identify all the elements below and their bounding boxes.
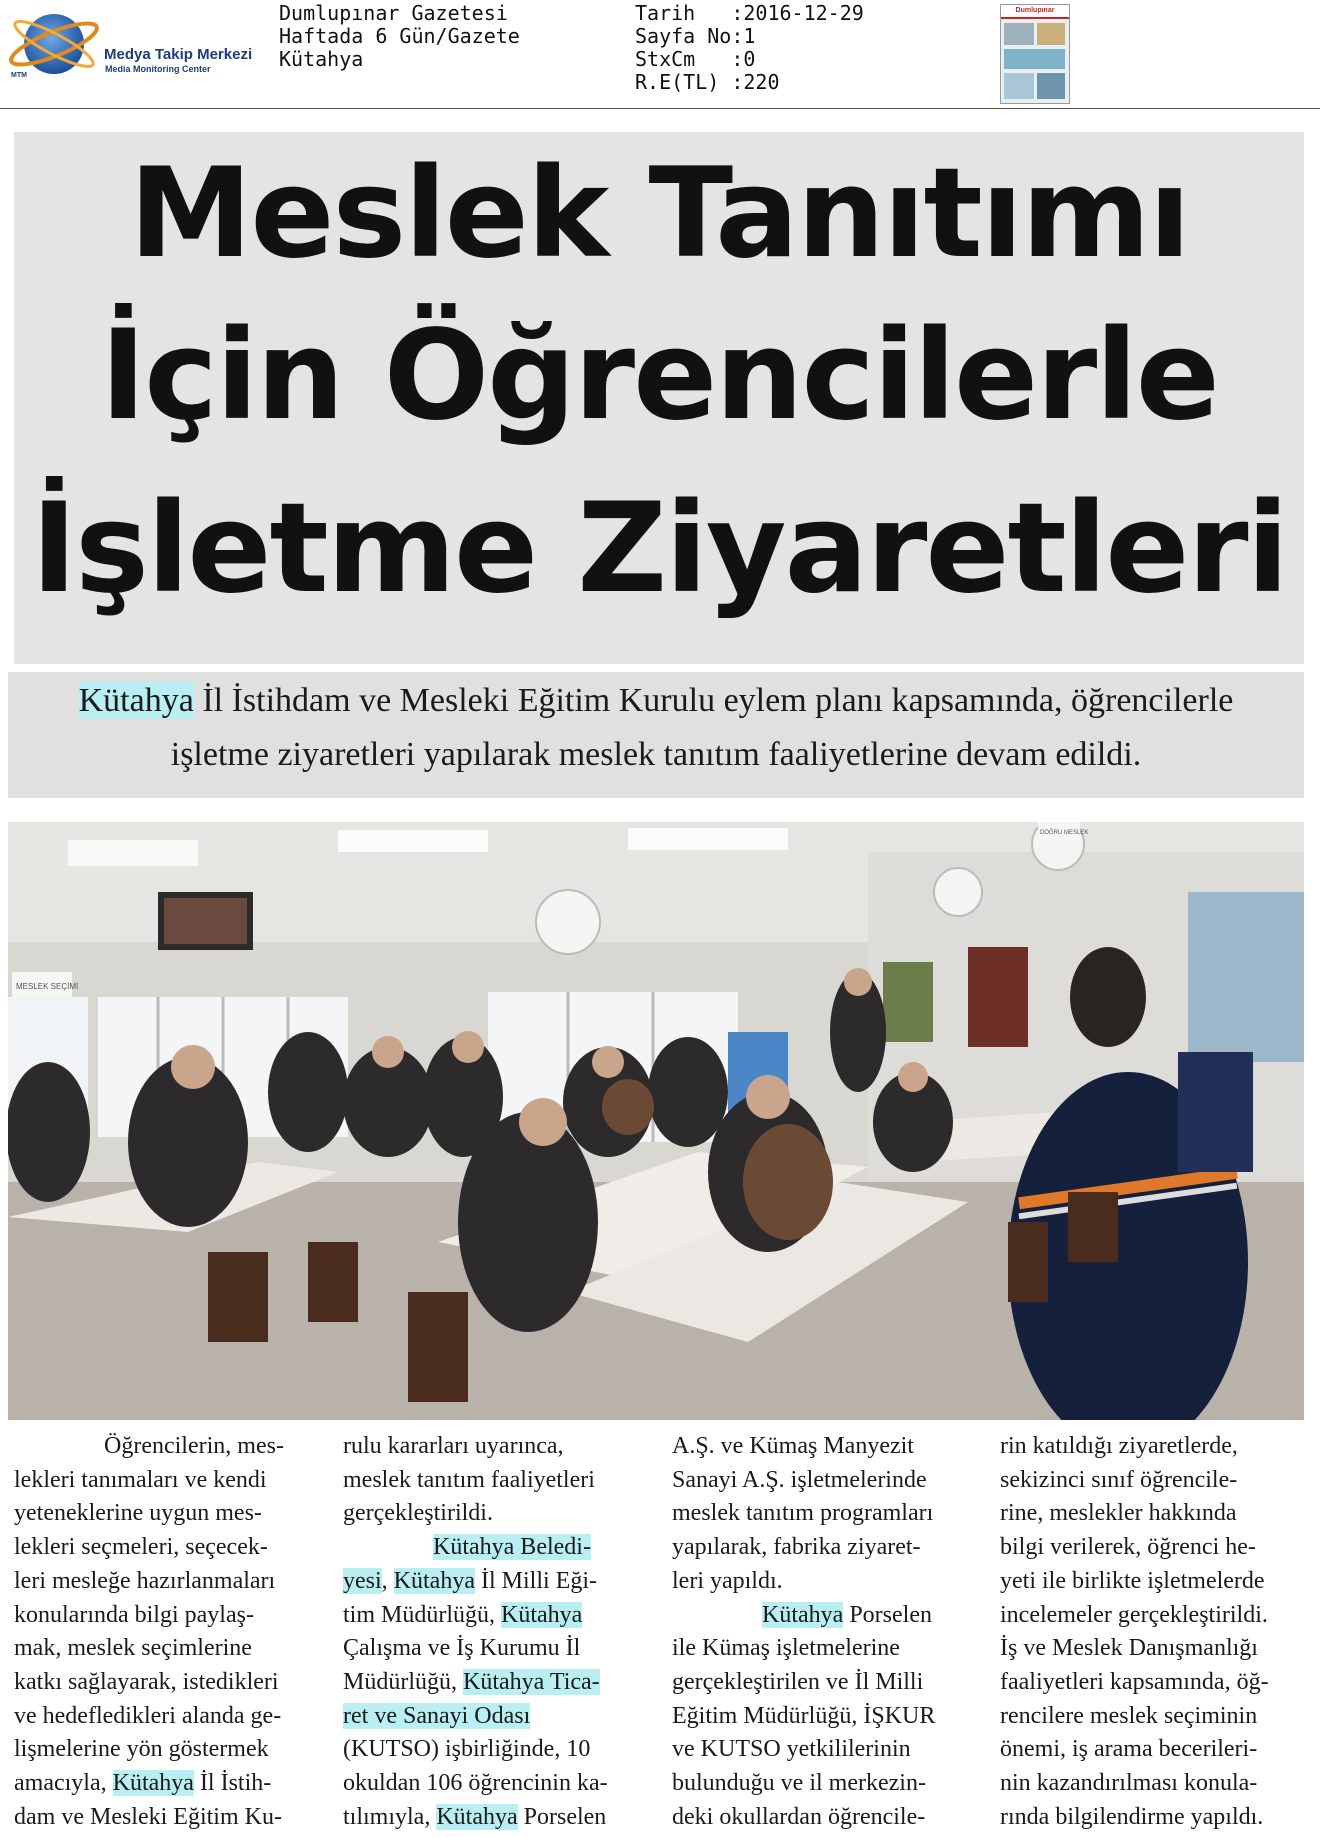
text-fragment: tılımıyla, xyxy=(343,1803,437,1830)
text-fragment: Porselen xyxy=(517,1803,607,1830)
keyword-highlight: yesi xyxy=(343,1567,382,1594)
lead-box xyxy=(8,672,1304,798)
text-line: deki okullardan öğrencile- xyxy=(672,1803,926,1830)
text-line: nin kazandırılması konula- xyxy=(1000,1770,1258,1797)
text-line xyxy=(343,1666,653,1700)
field-ad-value xyxy=(635,71,864,94)
text-line: Öğrencilerin, mes- xyxy=(104,1433,284,1459)
logo-mark: MTM xyxy=(11,72,27,79)
text-line xyxy=(343,1531,653,1565)
text-fragment: İl Milli Eği- xyxy=(474,1567,597,1594)
publication-city: Kütahya xyxy=(279,47,364,71)
text-line: rine, meslekler hakkında xyxy=(1000,1500,1237,1527)
clipping-fields xyxy=(635,2,864,94)
poster xyxy=(1188,892,1304,1062)
text-line: okuldan 106 öğrencinin ka- xyxy=(343,1770,608,1797)
keyword-highlight: Kütahya xyxy=(436,1803,518,1830)
headline-line-2: İçin Öğrencilerle xyxy=(100,304,1218,448)
headline-box xyxy=(14,132,1304,664)
text-line xyxy=(672,1599,982,1633)
text-line xyxy=(14,1767,324,1801)
article-photo xyxy=(8,822,1304,1420)
article-column-2 xyxy=(343,1430,653,1834)
text-line: konularında bilgi paylaş- xyxy=(14,1601,254,1628)
text-line: leri yapıldı. xyxy=(672,1567,783,1594)
jacket-print xyxy=(1178,1052,1253,1172)
headline-line-3: İşletme Ziyaretleri xyxy=(30,477,1287,621)
text-line: sekizinci sınıf öğrencile- xyxy=(1000,1466,1238,1493)
thumbnail-masthead: Dumlupınar xyxy=(1001,5,1069,19)
text-line xyxy=(343,1801,653,1835)
text-line: bulunduğu ve il merkezin- xyxy=(672,1770,926,1797)
keyword-highlight: Kütahya Beledi- xyxy=(433,1534,591,1561)
field-label: StxCm xyxy=(635,47,732,71)
text-line xyxy=(343,1700,653,1734)
text-line: katkı sağlayarak, istedikleri xyxy=(14,1668,279,1695)
ceiling-light xyxy=(338,830,488,852)
text-fragment: Porselen xyxy=(843,1601,932,1628)
text-fragment: İl İstih- xyxy=(193,1770,272,1797)
text-line: yeti ile birlikte işletmelerde xyxy=(1000,1567,1265,1594)
keyword-highlight: ret ve Sanayi Odası xyxy=(343,1702,531,1729)
headline-line-1: Meslek Tanıtımı xyxy=(128,142,1190,286)
wall-note-text: MESLEK SEÇİMİ xyxy=(16,982,79,991)
lead-line-1 xyxy=(8,682,1304,720)
text-line: ve hedefledikleri alanda ge- xyxy=(14,1702,282,1729)
text-line: (KUTSO) işbirliğinde, 10 xyxy=(343,1736,591,1763)
text-fragment: Müdürlüğü, xyxy=(343,1668,463,1695)
text-line: leri mesleğe hazırlanmaları xyxy=(14,1567,276,1594)
field-value: :1 xyxy=(731,24,756,48)
text-line: önemi, iş arama becerileri- xyxy=(1000,1736,1258,1763)
text-line: ile Kümaş işletmelerine xyxy=(672,1635,900,1662)
text-line: rulu kararları uyarınca, xyxy=(343,1433,564,1459)
text-fragment: amacıyla, xyxy=(14,1770,113,1797)
keyword-highlight: Kütahya xyxy=(393,1567,475,1594)
text-line: lekleri seçmeleri, seçecek- xyxy=(14,1534,268,1561)
mtm-logo xyxy=(4,6,274,86)
field-value: :2016-12-29 xyxy=(731,1,864,25)
poster xyxy=(968,947,1028,1047)
wall-sign xyxy=(536,890,600,954)
lead-line-2: işletme ziyaretleri yapılarak meslek tanıtım faaliyetlerine devam edildi. xyxy=(170,736,1142,773)
logo-title: Medya Takip Merkezi xyxy=(104,46,253,63)
text-line: bilgi verilerek, öğrenci he- xyxy=(1000,1534,1256,1561)
publication-frequency: Haftada 6 Gün/Gazete xyxy=(279,24,520,48)
text-line: rin katıldığı ziyaretlerde, xyxy=(1000,1433,1238,1459)
field-label: Tarih xyxy=(635,1,732,25)
wall-note-text: DOĞRU MESLEK xyxy=(1040,830,1089,836)
text-fragment: , xyxy=(381,1567,394,1594)
article-column-1 xyxy=(14,1430,324,1834)
text-fragment: tim Müdürlüğü, xyxy=(343,1601,502,1628)
classroom-photo xyxy=(8,822,1304,1420)
text-line: gerçekleştirildi. xyxy=(343,1500,493,1527)
field-label: R.E(TL) xyxy=(635,70,732,94)
text-line: faaliyetleri kapsamında, öğ- xyxy=(1000,1668,1269,1695)
article-column-3 xyxy=(672,1430,982,1834)
text-line: Çalışma ve İş Kurumu İl xyxy=(343,1635,581,1662)
text-line: rında bilgilendirme yapıldı. xyxy=(1000,1803,1264,1830)
text-line: yeteneklerine uygun mes- xyxy=(14,1500,262,1527)
text-line xyxy=(343,1599,653,1633)
keyword-highlight: Kütahya xyxy=(762,1601,844,1628)
field-value: :0 xyxy=(731,47,756,71)
text-line: mak, meslek seçimlerine xyxy=(14,1635,252,1662)
text-line: meslek tanıtım programları xyxy=(672,1500,934,1527)
text-line: A.Ş. ve Kümaş Manyezit xyxy=(672,1433,914,1459)
clipping-header xyxy=(0,0,1320,109)
publication-name: Dumlupınar Gazetesi xyxy=(279,1,508,25)
text-line: İş ve Meslek Danışmanlığı xyxy=(1000,1635,1258,1662)
text-line: gerçekleştirilen ve İl Milli xyxy=(672,1668,924,1695)
ceiling-light xyxy=(68,840,198,866)
keyword-highlight: Kütahya Tica- xyxy=(463,1668,600,1695)
ceiling-light xyxy=(628,828,788,850)
publication-info xyxy=(279,2,520,71)
text-line xyxy=(343,1565,653,1599)
text-line: yapılarak, fabrika ziyaret- xyxy=(672,1534,921,1561)
keyword-highlight: Kütahya xyxy=(78,682,194,719)
field-label: Sayfa No xyxy=(635,24,732,48)
page-thumbnail[interactable] xyxy=(1000,4,1070,104)
text-line: dam ve Mesleki Eğitim Ku- xyxy=(14,1803,282,1830)
field-value: :220 xyxy=(731,70,780,94)
text-line: lişmelerine yön göstermek xyxy=(14,1736,269,1763)
poster xyxy=(883,962,933,1042)
wall-sign xyxy=(934,868,982,916)
keyword-highlight: Kütahya xyxy=(501,1601,583,1628)
text-line: rencilere meslek seçiminin xyxy=(1000,1702,1258,1729)
field-stxcm xyxy=(635,48,864,71)
keyword-highlight: Kütahya xyxy=(112,1770,194,1797)
logo-subtitle: Media Monitoring Center xyxy=(105,64,211,74)
text-line: Eğitim Müdürlüğü, İŞKUR xyxy=(672,1702,936,1729)
field-date xyxy=(635,2,864,25)
article-column-4 xyxy=(1000,1430,1310,1834)
text-line: incelemeler gerçekleştirildi. xyxy=(1000,1601,1268,1628)
lead-text: İl İstihdam ve Mesleki Eğitim Kurulu eylem planı kapsamında, öğrencilerle xyxy=(193,682,1234,719)
text-line: ve KUTSO yetkililerinin xyxy=(672,1736,911,1763)
text-line: lekleri tanımaları ve kendi xyxy=(14,1466,267,1493)
text-line: meslek tanıtım faaliyetleri xyxy=(343,1466,595,1493)
field-page xyxy=(635,25,864,48)
text-line: Sanayi A.Ş. işletmelerinde xyxy=(672,1466,927,1493)
